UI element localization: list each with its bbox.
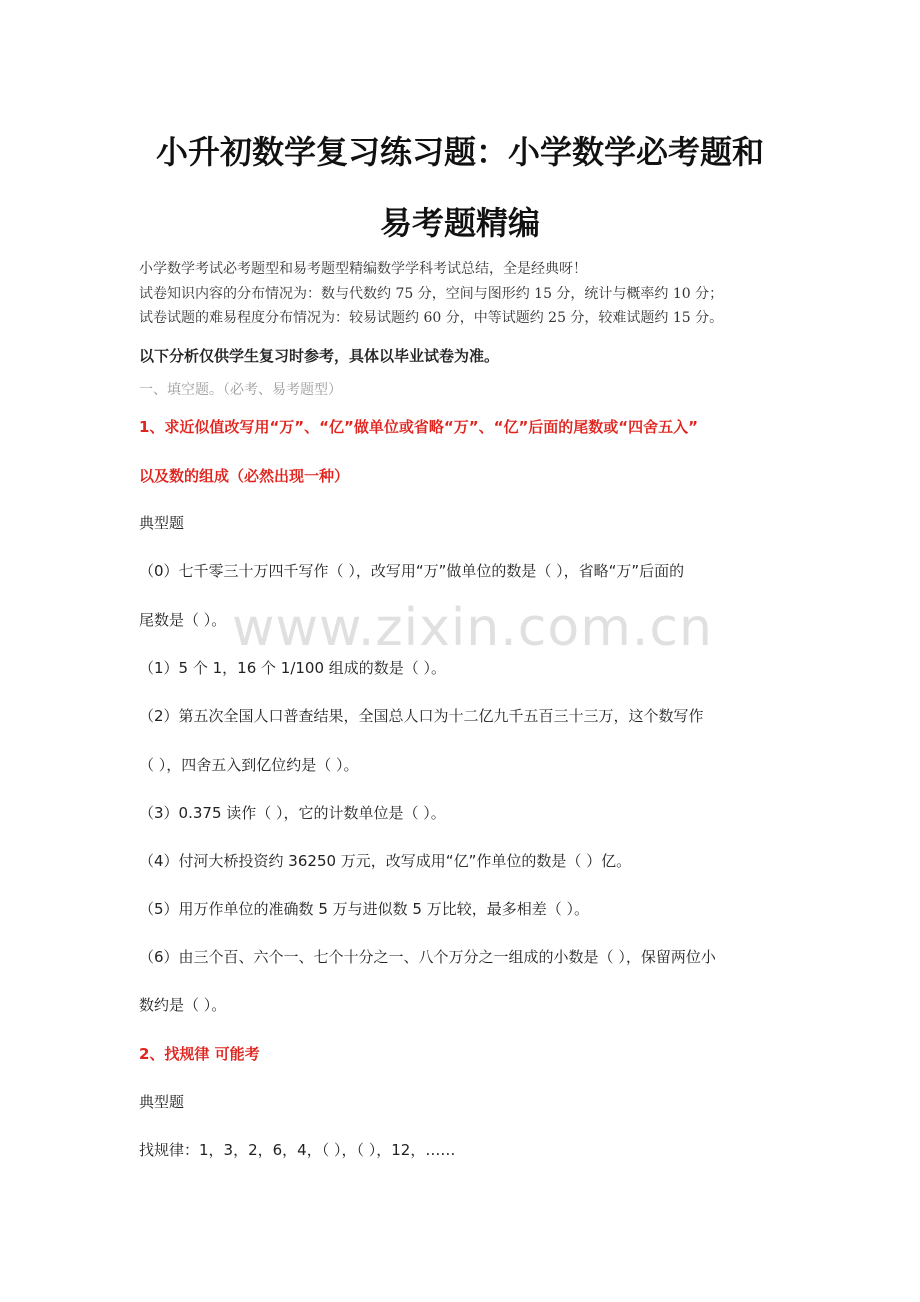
page-title-line-1: 小升初数学复习练习题：小学数学必考题和 — [155, 133, 764, 171]
problem-5: （5）用万作单位的准确数 5 万与进似数 5 万比较，最多相差（ ）。 — [139, 900, 589, 918]
problem-3: （3）0.375 读作（ ），它的计数单位是（ ）。 — [139, 804, 446, 822]
page-title-line-2: 易考题精编 — [379, 204, 540, 242]
problem-2-line-1: （2）第五次全国人口普查结果，全国总人口为十二亿九千五百三十三万，这个数写作 — [139, 707, 704, 725]
problem-0-line-1: （0）七千零三十万四千写作（ ），改写用“万”做单位的数是（ ），省略“万”后面的 — [139, 562, 685, 580]
topic-2-heading: 2、找规律 可能考 — [139, 1045, 260, 1063]
site-watermark: www.zixin.com.cn — [232, 598, 713, 658]
problem-2-line-2: （ ），四舍五入到亿位约是（ ）。 — [139, 756, 359, 774]
topic-1-heading-line-1: 1、求近似值改写用“万”、“亿”做单位或省略“万”、“亿”后面的尾数或“四舍五入” — [139, 418, 699, 436]
typical-problems-label-2: 典型题 — [139, 1093, 185, 1111]
topic-1-heading-line-2: 以及数的组成（必然出现一种） — [139, 467, 350, 485]
problem-6-line-2: 数约是（ ）。 — [139, 996, 227, 1014]
section-heading-fill-in: 一、填空题。（必考、易考题型） — [139, 382, 342, 398]
problem-0-line-2: 尾数是（ ）。 — [139, 611, 227, 629]
review-note: 以下分析仅供学生复习时参考，具体以毕业试卷为准。 — [139, 347, 500, 365]
typical-problems-label: 典型题 — [139, 514, 185, 532]
pattern-problem: 找规律：1，3，2，6，4，（ ），（ ），12，…… — [139, 1141, 456, 1159]
intro-line-2: 试卷知识内容的分布情况为：数与代数约 75 分，空间与图形约 15 分，统计与概率约 10 分； — [139, 286, 724, 302]
intro-line-1: 小学数学考试必考题型和易考题型精编数学学科考试总结，全是经典呀！ — [139, 261, 587, 277]
intro-line-3: 试卷试题的难易程度分布情况为：较易试题约 60 分，中等试题约 25 分，较难试题约 15 分。 — [139, 310, 724, 326]
problem-1: （1）5 个 1，16 个 1/100 组成的数是（ ）。 — [139, 659, 447, 677]
problem-6-line-1: （6）由三个百、六个一、七个十分之一、八个万分之一组成的小数是（ ），保留两位小 — [139, 948, 716, 966]
problem-4: （4）付河大桥投资约 36250 万元，改写成用“亿”作单位的数是（ ）亿。 — [139, 852, 632, 870]
